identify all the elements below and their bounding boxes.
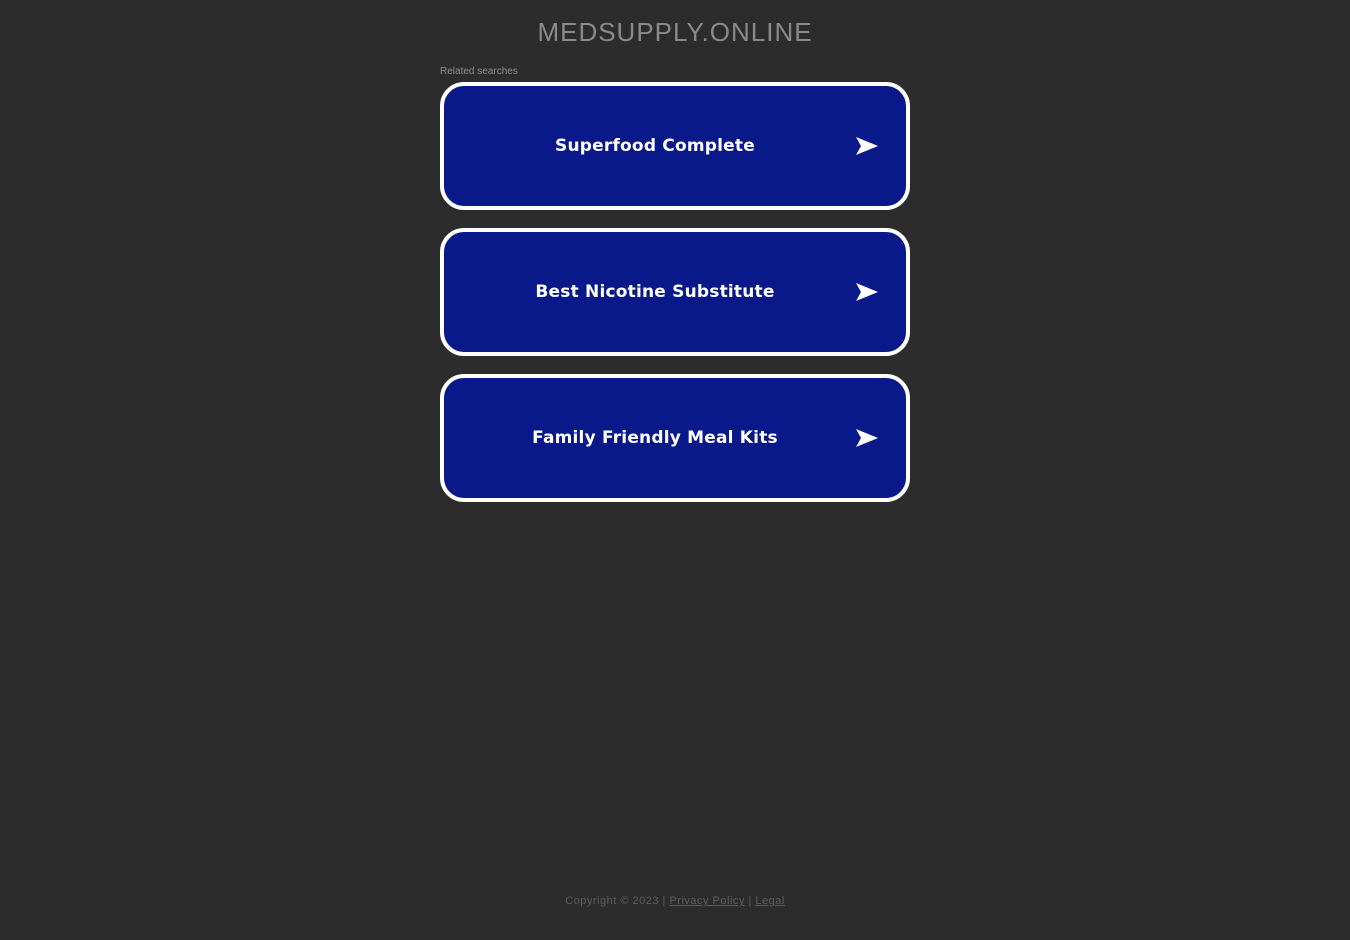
footer-separator: | — [748, 895, 752, 907]
domain-title: MEDSUPPLY.ONLINE — [537, 17, 813, 47]
related-link-label: Family Friendly Meal Kits — [532, 428, 778, 448]
related-link-label: Superfood Complete — [555, 136, 755, 156]
related-searches-label: Related searches — [440, 66, 518, 77]
legal-link[interactable]: Legal — [755, 895, 785, 907]
related-link-family-friendly-meal-kits[interactable] — [440, 374, 910, 502]
related-link-superfood-complete[interactable] — [440, 82, 910, 210]
copyright-text: Copyright © 2023 — [565, 895, 659, 907]
arrow-right-icon — [856, 137, 878, 155]
related-link-best-nicotine-substitute[interactable] — [440, 228, 910, 356]
arrow-right-icon — [856, 429, 878, 447]
footer-separator: | — [662, 895, 666, 907]
arrow-right-icon — [856, 283, 878, 301]
footer — [0, 895, 1350, 907]
related-links-list — [440, 82, 910, 520]
privacy-policy-link[interactable]: Privacy Policy — [669, 895, 745, 907]
related-link-label: Best Nicotine Substitute — [535, 282, 775, 302]
